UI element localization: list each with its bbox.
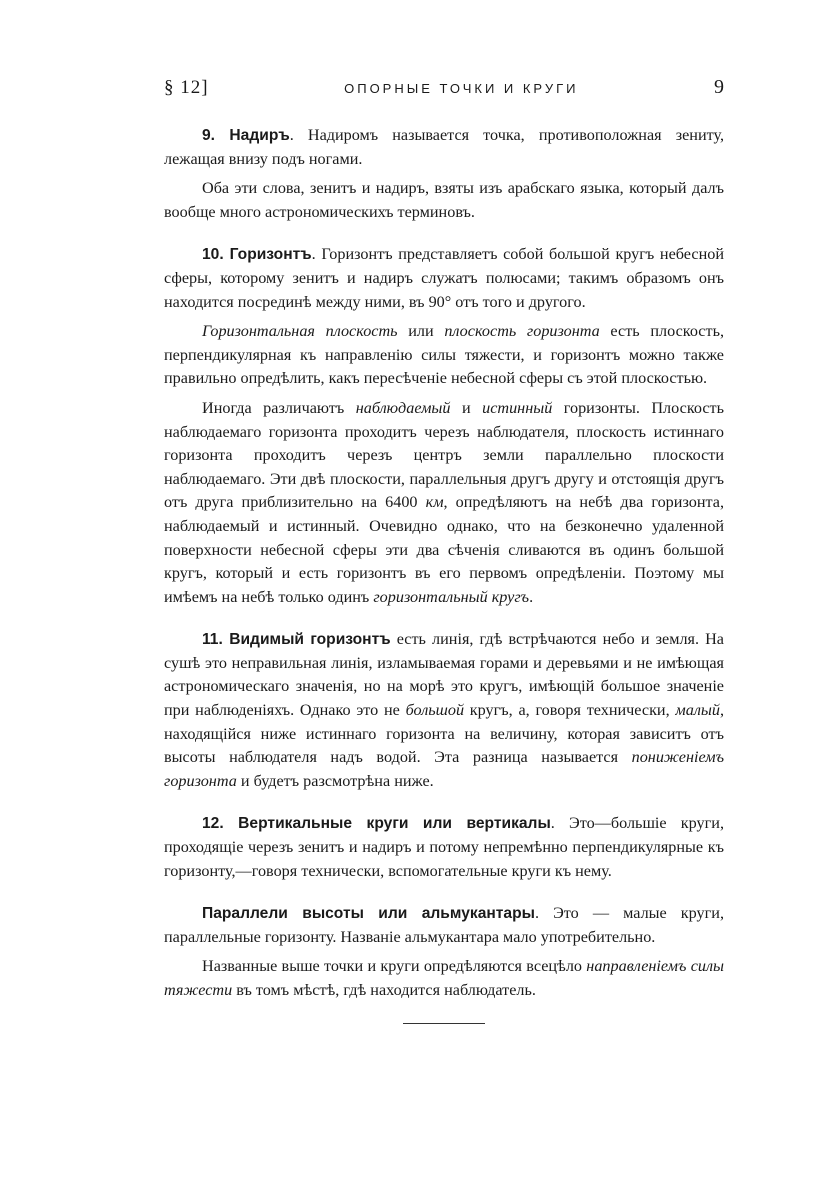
heading-visible-horizon: 11. Видимый горизонтъ xyxy=(202,631,391,649)
running-title: ОПОРНЫЕ ТОЧКИ И КРУГИ xyxy=(344,81,579,96)
heading-almucantars: Параллели высоты или альмукантары xyxy=(202,905,535,923)
paragraph-gravity-direction: Названные выше точки и круги опредѣляются всецѣло направленіемъ силы тяжести въ томъ мѣстѣ, гдѣ находится наблюдатель. xyxy=(164,957,724,999)
book-page xyxy=(164,76,724,1024)
paragraph-arabic-origin: Оба эти слова, зенитъ и надиръ, взяты изъ арабскаго языка, который далъ вообще много астрономическихъ терминовъ. xyxy=(164,179,724,221)
paragraph-horizon-plane: Горизонтальная плоскость или плоскость горизонта есть плоскость, перпендикулярная къ направленію силы тяжести, и горизонтъ можно также правильно опредѣлить, какъ пересѣченіе небесной сферы съ этой плоскостью. xyxy=(164,322,724,388)
heading-verticals: 12. Вертикальные круги или вертикалы xyxy=(202,815,551,833)
heading-horizon: 10. Горизонтъ xyxy=(202,246,312,264)
paragraph-horizon: 10. Горизонтъ. Горизонтъ представляетъ собой большой кругъ небесной сферы, которому зенитъ и надиръ служатъ полюсами; такимъ образомъ онъ находится посрединѣ между ними, въ 90° отъ того и другого. xyxy=(164,245,724,311)
page-number: 9 xyxy=(714,76,724,98)
running-header xyxy=(164,76,724,106)
paragraph-verticals: 12. Вертикальные круги или вертикалы. Это—большіе круги, проходящіе черезъ зенитъ и надиръ и потому непремѣнно перпендикулярные къ горизонту,—говоря технически, вспомогательные круги къ нему. xyxy=(164,814,724,880)
paragraph-almucantars: Параллели высоты или альмукантары. Это — малые круги, параллельные горизонту. Названіе альмукантара мало употребительно. xyxy=(164,904,724,946)
paragraph-visible-horizon: 11. Видимый горизонтъ есть линія, гдѣ встрѣчаются небо и земля. На сушѣ это неправильная линія, изламываемая горами и деревьями и не имѣющая астрономическаго значенія, но на морѣ это кругъ, имѣющій большое значеніе при наблюденіяхъ. Однако это не большой кругъ, а, говоря технически, малый, находящійся ниже истиннаго горизонта на величину, которая зависитъ отъ высоты наблюдателя надъ водой. Эта разница называется пониженіемъ горизонта и будетъ разсмотрѣна ниже. xyxy=(164,630,724,790)
heading-nadir: 9. Надиръ xyxy=(202,127,290,144)
paragraph-nadir: 9. Надиръ. Надиромъ называется точка, противоположная зениту, лежащая внизу подъ ногами. xyxy=(164,126,724,168)
end-rule xyxy=(403,1023,485,1024)
paragraph-observed-true-horizon: Иногда различаютъ наблюдаемый и истинный горизонты. Плоскость наблюдаемаго горизонта проходитъ черезъ наблюдателя, плоскость истиннаго горизонта проходитъ черезъ центръ земли параллельно плоскости наблюдаемаго. Эти двѣ плоскости, параллельныя другъ другу и отстоящія другъ отъ друга приблизительно на 6400 км, опредѣляютъ на небѣ два горизонта, наблюдаемый и истинный. Очевидно однако, что на безконечно удаленной поверхности небесной сферы эти два сѣченія сливаются въ одинъ большой кругъ, который и есть горизонтъ въ его первомъ опредѣленіи. Поэтому мы имѣемъ на небѣ только одинъ горизонтальный кругъ. xyxy=(164,398,724,606)
page-body xyxy=(164,124,724,1003)
section-ref: § 12] xyxy=(164,77,209,98)
